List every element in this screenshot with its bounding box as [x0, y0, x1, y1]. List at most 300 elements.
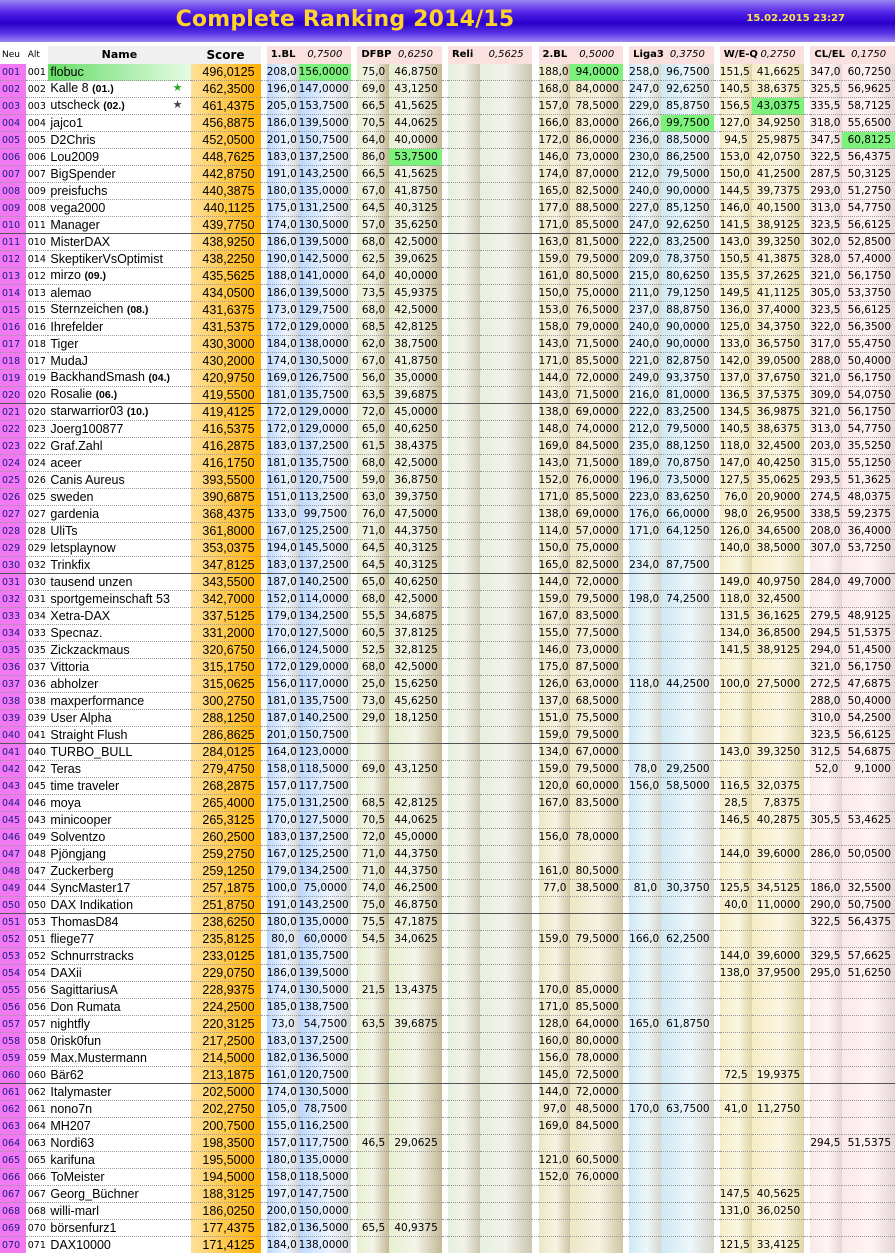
- weq-weighted: 36,9875: [752, 404, 805, 421]
- player-name: SagittariusA: [50, 983, 117, 997]
- total-score: 320,6750: [191, 642, 261, 659]
- table-row: [0, 693, 895, 710]
- reli-points: [448, 217, 480, 234]
- player-name-cell: [48, 829, 190, 846]
- weq-points: 147,5: [720, 1186, 752, 1203]
- rank-old: 071: [26, 1237, 49, 1253]
- bl1-weighted: 78,7500: [299, 1101, 352, 1118]
- liga3-points: 211,0: [629, 285, 661, 302]
- bl1-weighted: 136,5000: [299, 1220, 352, 1237]
- total-score: 279,4750: [191, 761, 261, 778]
- rank-old: 023: [26, 421, 49, 438]
- bl2-weighted: 86,0000: [570, 132, 623, 149]
- liga3-points: [629, 863, 661, 880]
- bl1-points: 181,0: [267, 387, 299, 404]
- dfb-weighted: 40,3125: [389, 557, 442, 574]
- rank-new: 041: [0, 744, 26, 761]
- cl-weighted: 9,1000: [842, 761, 895, 778]
- bl2-points: 165,0: [539, 183, 571, 200]
- reli-points: [448, 268, 480, 285]
- dfb-weighted: 40,9375: [389, 1220, 442, 1237]
- cl-points: [810, 1101, 842, 1118]
- table-row: [0, 217, 895, 234]
- player-name: letsplaynow: [50, 541, 115, 555]
- total-score: 286,8625: [191, 727, 261, 744]
- player-name-cell: [48, 489, 190, 506]
- bl2-points: 169,0: [539, 1118, 571, 1135]
- weq-points: [720, 1152, 752, 1169]
- bl1-points: 100,0: [267, 880, 299, 897]
- total-score: 347,8125: [191, 557, 261, 574]
- liga3-weighted: 90,0000: [661, 319, 714, 336]
- bl1-weighted: 129,0000: [299, 421, 352, 438]
- bl2-weighted: 75,0000: [570, 285, 623, 302]
- rank-old: 008: [26, 200, 49, 217]
- bl1-weighted: 140,2500: [299, 710, 352, 727]
- cl-points: [810, 1033, 842, 1050]
- cl-points: 52,0: [810, 761, 842, 778]
- player-name: alemao: [50, 286, 91, 300]
- bl2-weighted: [570, 812, 623, 829]
- liga3-weighted: [661, 982, 714, 999]
- table-row: [0, 166, 895, 183]
- cl-points: [810, 1118, 842, 1135]
- dfb-weighted: 32,8125: [389, 642, 442, 659]
- liga3-points: [629, 999, 661, 1016]
- weq-points: 94,5: [720, 132, 752, 149]
- table-row: [0, 387, 895, 404]
- liga3-weighted: 83,6250: [661, 489, 714, 506]
- dfb-weighted: 43,1250: [389, 81, 442, 98]
- liga3-weighted: [661, 744, 714, 761]
- dfb-points: 70,5: [357, 115, 389, 132]
- total-score: 416,5375: [191, 421, 261, 438]
- reli-weighted: [480, 336, 533, 353]
- cl-points: 288,0: [810, 353, 842, 370]
- weq-points: [720, 931, 752, 948]
- dfb-points: 64,0: [357, 268, 389, 285]
- bl1-points: 205,0: [267, 98, 299, 115]
- dfb-weighted: 37,8125: [389, 625, 442, 642]
- bl1-points: 172,0: [267, 319, 299, 336]
- bl2-points: 159,0: [539, 591, 571, 608]
- weq-weighted: [752, 1033, 805, 1050]
- weq-weighted: 39,0500: [752, 353, 805, 370]
- cl-points: [810, 557, 842, 574]
- player-name: BigSpender: [50, 167, 115, 181]
- cl-weighted: 55,1250: [842, 455, 895, 472]
- liga3-weighted: 80,6250: [661, 268, 714, 285]
- bl1-points: 183,0: [267, 557, 299, 574]
- rank-old: 056: [26, 982, 49, 999]
- bl1-points: 201,0: [267, 727, 299, 744]
- liga3-weighted: [661, 574, 714, 591]
- weq-weighted: 39,3250: [752, 234, 805, 251]
- dfb-weighted: [389, 1118, 442, 1135]
- cl-points: 286,0: [810, 846, 842, 863]
- reli-points: [448, 710, 480, 727]
- player-name-cell: [48, 319, 190, 336]
- cl-weighted: 51,3625: [842, 472, 895, 489]
- player-name: sportgemeinschaft 53: [50, 592, 170, 606]
- reli-weighted: [480, 370, 533, 387]
- reli-weighted: [480, 999, 533, 1016]
- liga3-weighted: 96,7500: [661, 64, 714, 81]
- weq-weighted: 34,3750: [752, 319, 805, 336]
- total-score: 202,2750: [191, 1101, 261, 1118]
- rank-old: 067: [26, 1186, 49, 1203]
- bl1-weighted: 117,7500: [299, 1135, 352, 1152]
- liga3-weighted: 64,1250: [661, 523, 714, 540]
- liga3-weighted: 58,5000: [661, 778, 714, 795]
- bl2-points: [539, 846, 571, 863]
- reli-points: [448, 98, 480, 115]
- table-row: [0, 812, 895, 829]
- weq-weighted: 41,1125: [752, 285, 805, 302]
- table-row: [0, 115, 895, 132]
- rank-old: 036: [26, 676, 49, 693]
- weq-weighted: 34,9250: [752, 115, 805, 132]
- total-score: 171,4125: [191, 1237, 261, 1253]
- dfb-points: 69,0: [357, 81, 389, 98]
- rank-old: 014: [26, 251, 49, 268]
- dfb-points: [357, 778, 389, 795]
- player-name-cell: [48, 217, 190, 234]
- weq-weighted: 32,4500: [752, 591, 805, 608]
- weq-points: [720, 999, 752, 1016]
- cl-points: 307,0: [810, 540, 842, 557]
- weq-points: [720, 1220, 752, 1237]
- cl-points: [810, 982, 842, 999]
- weq-points: 121,5: [720, 1237, 752, 1253]
- cl-weighted: 51,6250: [842, 965, 895, 982]
- player-name: Max.Mustermann: [50, 1051, 147, 1065]
- bl1-points: 80,0: [267, 931, 299, 948]
- table-row: [0, 183, 895, 200]
- col-header-2bl: 2.BL: [539, 46, 571, 64]
- table-row: [0, 710, 895, 727]
- player-name: DAXii: [50, 966, 81, 980]
- dfb-points: 55,5: [357, 608, 389, 625]
- bl2-points: 165,0: [539, 557, 571, 574]
- total-score: 452,0500: [191, 132, 261, 149]
- liga3-points: [629, 965, 661, 982]
- rank-new: 005: [0, 132, 26, 149]
- table-row: [0, 1067, 895, 1084]
- rank-old: 027: [26, 506, 49, 523]
- weq-weighted: [752, 863, 805, 880]
- bl1-points: 180,0: [267, 914, 299, 931]
- cl-weighted: [842, 1220, 895, 1237]
- rank-new: 026: [0, 489, 26, 506]
- reli-weighted: [480, 319, 533, 336]
- dfb-points: 68,5: [357, 319, 389, 336]
- dfb-weighted: 47,5000: [389, 506, 442, 523]
- previous-season-rank: (06.): [96, 389, 118, 401]
- reli-weighted: [480, 761, 533, 778]
- bl2-weighted: 69,0000: [570, 506, 623, 523]
- bl1-weighted: 140,2500: [299, 574, 352, 591]
- liga3-points: 247,0: [629, 217, 661, 234]
- rank-old: 029: [26, 540, 49, 557]
- bl1-points: 191,0: [267, 166, 299, 183]
- bl1-weighted: 60,0000: [299, 931, 352, 948]
- dfb-weighted: 42,5000: [389, 234, 442, 251]
- cl-weighted: 54,7750: [842, 421, 895, 438]
- weq-points: 141,5: [720, 642, 752, 659]
- cl-weighted: 50,7500: [842, 897, 895, 914]
- reli-weighted: [480, 795, 533, 812]
- bl2-weighted: 83,5000: [570, 608, 623, 625]
- dfb-weighted: 45,9375: [389, 285, 442, 302]
- cl-weighted: 56,9625: [842, 81, 895, 98]
- dfb-weighted: [389, 1101, 442, 1118]
- reli-points: [448, 1169, 480, 1186]
- reli-weighted: [480, 812, 533, 829]
- weq-points: 136,5: [720, 387, 752, 404]
- cl-points: 305,0: [810, 285, 842, 302]
- rank-new: 040: [0, 727, 26, 744]
- player-name-cell: [48, 676, 190, 693]
- bl1-points: 174,0: [267, 1084, 299, 1101]
- weq-points: 127,0: [720, 115, 752, 132]
- bl2-weighted: 68,5000: [570, 693, 623, 710]
- cl-weighted: [842, 1067, 895, 1084]
- cl-weighted: 58,7125: [842, 98, 895, 115]
- bl2-points: 146,0: [539, 149, 571, 166]
- liga3-weighted: [661, 1203, 714, 1220]
- liga3-weighted: 86,2500: [661, 149, 714, 166]
- reli-weighted: [480, 846, 533, 863]
- bl2-weighted: 71,5000: [570, 336, 623, 353]
- liga3-points: 209,0: [629, 251, 661, 268]
- rank-new: 038: [0, 693, 26, 710]
- total-score: 393,5500: [191, 472, 261, 489]
- player-name-cell: [48, 948, 190, 965]
- cl-points: [810, 795, 842, 812]
- cl-points: 310,0: [810, 710, 842, 727]
- reli-points: [448, 659, 480, 676]
- bl1-weighted: 130,5000: [299, 353, 352, 370]
- dfb-points: 63,5: [357, 1016, 389, 1033]
- cl-points: [810, 1067, 842, 1084]
- player-name-cell: [48, 166, 190, 183]
- cl-points: [810, 863, 842, 880]
- bl2-weighted: [570, 846, 623, 863]
- reli-points: [448, 404, 480, 421]
- liga3-points: 227,0: [629, 200, 661, 217]
- star-icon: ★: [173, 81, 183, 96]
- bl1-weighted: 139,5000: [299, 285, 352, 302]
- player-name: Canis Aureus: [50, 473, 124, 487]
- player-name-cell: [48, 642, 190, 659]
- reli-points: [448, 1186, 480, 1203]
- bl1-points: 186,0: [267, 234, 299, 251]
- player-name: time traveler: [50, 779, 119, 793]
- rank-new: 060: [0, 1067, 26, 1084]
- star-icon: ★: [173, 98, 183, 113]
- cl-points: [810, 1186, 842, 1203]
- liga3-weighted: [661, 1169, 714, 1186]
- bl1-points: 161,0: [267, 472, 299, 489]
- liga3-points: [629, 540, 661, 557]
- col-header-reli: Reli: [448, 46, 480, 64]
- weq-points: 98,0: [720, 506, 752, 523]
- cl-weighted: 53,3750: [842, 285, 895, 302]
- liga3-points: [629, 693, 661, 710]
- player-name-cell: [48, 64, 190, 81]
- liga3-weighted: [661, 659, 714, 676]
- col-header-1bl: 1.BL: [267, 46, 299, 64]
- weq-points: 28,5: [720, 795, 752, 812]
- total-score: 419,5500: [191, 387, 261, 404]
- player-name: TURBO_BULL: [50, 745, 132, 759]
- rank-new: 061: [0, 1084, 26, 1101]
- weq-weighted: 40,9750: [752, 574, 805, 591]
- bl1-weighted: 138,0000: [299, 336, 352, 353]
- total-score: 217,2500: [191, 1033, 261, 1050]
- bl2-points: 138,0: [539, 404, 571, 421]
- weq-weighted: 36,8500: [752, 625, 805, 642]
- reli-weighted: [480, 132, 533, 149]
- rank-new: 048: [0, 863, 26, 880]
- dfb-points: [357, 1118, 389, 1135]
- bl1-points: 183,0: [267, 149, 299, 166]
- player-name: Graf.Zahl: [50, 439, 102, 453]
- liga3-points: 215,0: [629, 268, 661, 285]
- player-name: Specnaz.: [50, 626, 102, 640]
- dfb-weighted: 29,0625: [389, 1135, 442, 1152]
- rank-old: 035: [26, 642, 49, 659]
- rank-new: 039: [0, 710, 26, 727]
- player-name: Georg_Büchner: [50, 1187, 138, 1201]
- rank-new: 009: [0, 200, 26, 217]
- weq-points: 133,0: [720, 336, 752, 353]
- bl2-points: 120,0: [539, 778, 571, 795]
- bl2-weighted: 60,5000: [570, 1152, 623, 1169]
- rank-new: 013: [0, 268, 26, 285]
- player-name-cell: [48, 183, 190, 200]
- total-score: 213,1875: [191, 1067, 261, 1084]
- rank-new: 057: [0, 1016, 26, 1033]
- cl-weighted: [842, 1186, 895, 1203]
- player-name-cell: [48, 999, 190, 1016]
- total-score: 448,7625: [191, 149, 261, 166]
- reli-points: [448, 319, 480, 336]
- dfb-points: 64,5: [357, 557, 389, 574]
- bl2-weighted: 76,0000: [570, 472, 623, 489]
- reli-points: [448, 693, 480, 710]
- bl2-weighted: 80,5000: [570, 268, 623, 285]
- bl1-points: 194,0: [267, 540, 299, 557]
- reli-weighted: [480, 914, 533, 931]
- weq-weighted: 43,0375: [752, 98, 805, 115]
- cl-points: 313,0: [810, 200, 842, 217]
- weq-points: 140,0: [720, 540, 752, 557]
- cl-weighted: 51,5375: [842, 1135, 895, 1152]
- reli-points: [448, 506, 480, 523]
- reli-weighted: [480, 64, 533, 81]
- weq-weighted: [752, 710, 805, 727]
- reli-points: [448, 200, 480, 217]
- weq-weighted: [752, 1050, 805, 1067]
- bl2-points: 161,0: [539, 268, 571, 285]
- dfb-weighted: [389, 1033, 442, 1050]
- bl2-points: 163,0: [539, 234, 571, 251]
- player-name-cell: [48, 1169, 190, 1186]
- cl-points: [810, 1169, 842, 1186]
- cl-weighted: 50,0500: [842, 846, 895, 863]
- reli-weighted: [480, 608, 533, 625]
- rank-new: 068: [0, 1203, 26, 1220]
- liga3-points: 266,0: [629, 115, 661, 132]
- bl2-points: 155,0: [539, 625, 571, 642]
- reli-weighted: [480, 1067, 533, 1084]
- weq-points: 136,0: [720, 302, 752, 319]
- player-name-cell: [48, 591, 190, 608]
- liga3-weighted: 63,7500: [661, 1101, 714, 1118]
- cl-weighted: 56,4375: [842, 149, 895, 166]
- rank-new: 001: [0, 64, 26, 81]
- reli-points: [448, 370, 480, 387]
- table-row: [0, 1118, 895, 1135]
- rank-old: 066: [26, 1169, 49, 1186]
- dfb-weighted: 44,3750: [389, 846, 442, 863]
- reli-weighted: [480, 1152, 533, 1169]
- player-name: Zickzackmaus: [50, 643, 129, 657]
- player-name: Zuckerberg: [50, 864, 113, 878]
- player-name-cell: [48, 659, 190, 676]
- weq-points: [720, 761, 752, 778]
- table-row: [0, 863, 895, 880]
- bl2-points: 143,0: [539, 336, 571, 353]
- weq-weighted: 39,7375: [752, 183, 805, 200]
- liga3-weighted: [661, 914, 714, 931]
- rank-new: 028: [0, 523, 26, 540]
- dfb-points: [357, 1067, 389, 1084]
- total-score: 331,2000: [191, 625, 261, 642]
- player-name-cell: [48, 1067, 190, 1084]
- dfb-points: [357, 744, 389, 761]
- ranking-table: [0, 46, 895, 1253]
- reli-weighted: [480, 1016, 533, 1033]
- reli-points: [448, 540, 480, 557]
- bl1-points: 183,0: [267, 829, 299, 846]
- dfb-weighted: [389, 948, 442, 965]
- rank-old: 057: [26, 1016, 49, 1033]
- player-name: preisfuchs: [50, 184, 107, 198]
- rank-old: 033: [26, 625, 49, 642]
- total-score: 442,8750: [191, 166, 261, 183]
- table-row: [0, 523, 895, 540]
- player-name: User Alpha: [50, 711, 111, 725]
- reli-weighted: [480, 438, 533, 455]
- player-name: Ihrefelder: [50, 320, 103, 334]
- bl1-weighted: 131,2500: [299, 795, 352, 812]
- reli-weighted: [480, 251, 533, 268]
- player-name: sweden: [50, 490, 93, 504]
- bl1-weighted: 120,7500: [299, 1067, 352, 1084]
- table-row: [0, 659, 895, 676]
- player-name: nono7n: [50, 1102, 92, 1116]
- dfb-points: 68,0: [357, 302, 389, 319]
- cl-points: 317,0: [810, 336, 842, 353]
- liga3-points: 240,0: [629, 319, 661, 336]
- dfb-weighted: 47,1875: [389, 914, 442, 931]
- rank-new: 019: [0, 370, 26, 387]
- reli-points: [448, 1220, 480, 1237]
- dfb-points: 63,5: [357, 387, 389, 404]
